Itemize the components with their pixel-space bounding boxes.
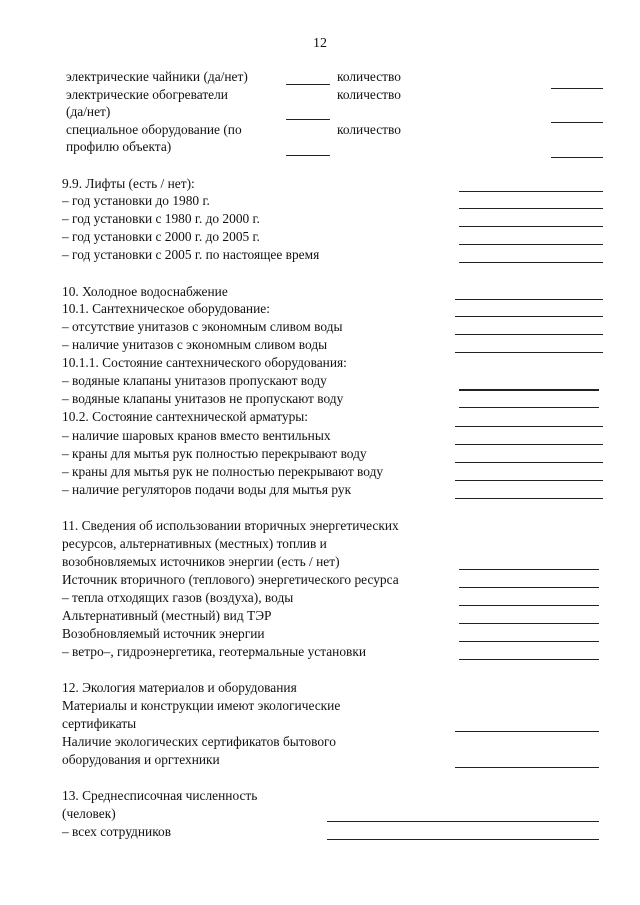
section-12-line: оборудования и оргтехники bbox=[62, 752, 220, 767]
answer-line[interactable] bbox=[455, 299, 603, 300]
section-11-line: – тепла отходящих газов (воздуха), воды bbox=[62, 590, 294, 605]
answer-line[interactable] bbox=[459, 226, 603, 227]
answer-line[interactable] bbox=[459, 262, 603, 263]
section-12-line: Материалы и конструкции имеют экологические bbox=[62, 698, 341, 713]
section-11-line: Источник вторичного (теплового) энергетического ресурса bbox=[62, 572, 399, 587]
answer-line[interactable] bbox=[459, 641, 599, 642]
heaters-label-2: (да/нет) bbox=[66, 104, 111, 119]
heaters-count-line[interactable] bbox=[551, 122, 603, 123]
list-item: – водяные клапаны унитазов не пропускают воду bbox=[62, 391, 344, 406]
section-11-line: ресурсов, альтернативных (местных) топлив и bbox=[62, 536, 327, 551]
list-item: – водяные клапаны унитазов пропускают воду bbox=[62, 373, 327, 388]
answer-line[interactable] bbox=[327, 821, 599, 822]
list-item: – краны для мытья рук полностью перекрывают воду bbox=[62, 446, 367, 461]
section-11-line: Альтернативный (местный) вид ТЭР bbox=[62, 608, 272, 623]
special-count-label: количество bbox=[337, 122, 401, 137]
answer-line[interactable] bbox=[459, 208, 603, 209]
special-label-1: специальное оборудование (по bbox=[66, 122, 242, 137]
kettles-count-line[interactable] bbox=[551, 88, 603, 89]
section-12-line: сертификаты bbox=[62, 716, 137, 731]
answer-line[interactable] bbox=[459, 191, 603, 192]
answer-line[interactable] bbox=[455, 426, 603, 427]
list-item: – наличие шаровых кранов вместо вентильных bbox=[62, 428, 331, 443]
section-9-9-title: 9.9. Лифты (есть / нет): bbox=[62, 176, 195, 191]
page-number: 12 bbox=[313, 36, 327, 51]
answer-line[interactable] bbox=[455, 731, 599, 732]
special-answer-line[interactable] bbox=[286, 155, 330, 156]
answer-line[interactable] bbox=[455, 462, 603, 463]
heaters-count-label: количество bbox=[337, 87, 401, 102]
special-count-line[interactable] bbox=[551, 157, 603, 158]
list-item: – год установки с 1980 г. до 2000 г. bbox=[62, 211, 260, 226]
section-13-line: (человек) bbox=[62, 806, 116, 821]
list-item: – отсутствие унитазов с экономным сливом воды bbox=[62, 319, 343, 334]
answer-line[interactable] bbox=[459, 587, 599, 588]
section-12-line: Наличие экологических сертификатов бытового bbox=[62, 734, 336, 749]
answer-line[interactable] bbox=[459, 659, 599, 660]
section-10-1-title: 10.1. Сантехническое оборудование: bbox=[62, 301, 270, 316]
answer-line[interactable] bbox=[455, 498, 603, 499]
section-11-line: Возобновляемый источник энергии bbox=[62, 626, 265, 641]
answer-line[interactable] bbox=[459, 389, 599, 391]
answer-line[interactable] bbox=[459, 569, 599, 570]
list-item: – год установки с 2000 г. до 2005 г. bbox=[62, 229, 260, 244]
heaters-answer-line[interactable] bbox=[286, 119, 330, 120]
answer-line[interactable] bbox=[455, 767, 599, 768]
section-10-1-1-title: 10.1.1. Состояние сантехнического оборудования: bbox=[62, 355, 347, 370]
section-10-title: 10. Холодное водоснабжение bbox=[62, 284, 228, 299]
section-11-title: 11. Сведения об использовании вторичных энергетических bbox=[62, 518, 399, 533]
list-item: – год установки до 1980 г. bbox=[62, 193, 210, 208]
section-11-line: возобновляемых источников энергии (есть / нет) bbox=[62, 554, 340, 569]
answer-line[interactable] bbox=[455, 316, 603, 317]
answer-line[interactable] bbox=[459, 407, 599, 408]
answer-line[interactable] bbox=[455, 444, 603, 445]
answer-line[interactable] bbox=[459, 244, 603, 245]
answer-line[interactable] bbox=[455, 334, 603, 335]
special-label-2: профилю объекта) bbox=[66, 139, 172, 154]
kettles-answer-line[interactable] bbox=[286, 84, 330, 85]
list-item: – наличие унитазов с экономным сливом воды bbox=[62, 337, 328, 352]
answer-line[interactable] bbox=[327, 839, 599, 840]
list-item: – краны для мытья рук не полностью перекрывают воду bbox=[62, 464, 384, 479]
list-item: – год установки с 2005 г. по настоящее время bbox=[62, 247, 320, 262]
list-item: – наличие регуляторов подачи воды для мытья рук bbox=[62, 482, 352, 497]
answer-line[interactable] bbox=[459, 623, 599, 624]
answer-line[interactable] bbox=[455, 352, 603, 353]
heaters-label-1: электрические обогреватели bbox=[66, 87, 228, 102]
kettles-count-label: количество bbox=[337, 69, 401, 84]
kettles-label: электрические чайники (да/нет) bbox=[66, 69, 248, 84]
answer-line[interactable] bbox=[459, 605, 599, 606]
section-10-2-title: 10.2. Состояние сантехнической арматуры: bbox=[62, 409, 308, 424]
section-13-line: – всех сотрудников bbox=[62, 824, 172, 839]
section-12-title: 12. Экология материалов и оборудования bbox=[62, 680, 297, 695]
section-13-title: 13. Среднесписочная численность bbox=[62, 788, 258, 803]
section-11-line: – ветро–, гидроэнергетика, геотермальные установки bbox=[62, 644, 367, 659]
answer-line[interactable] bbox=[455, 480, 603, 481]
